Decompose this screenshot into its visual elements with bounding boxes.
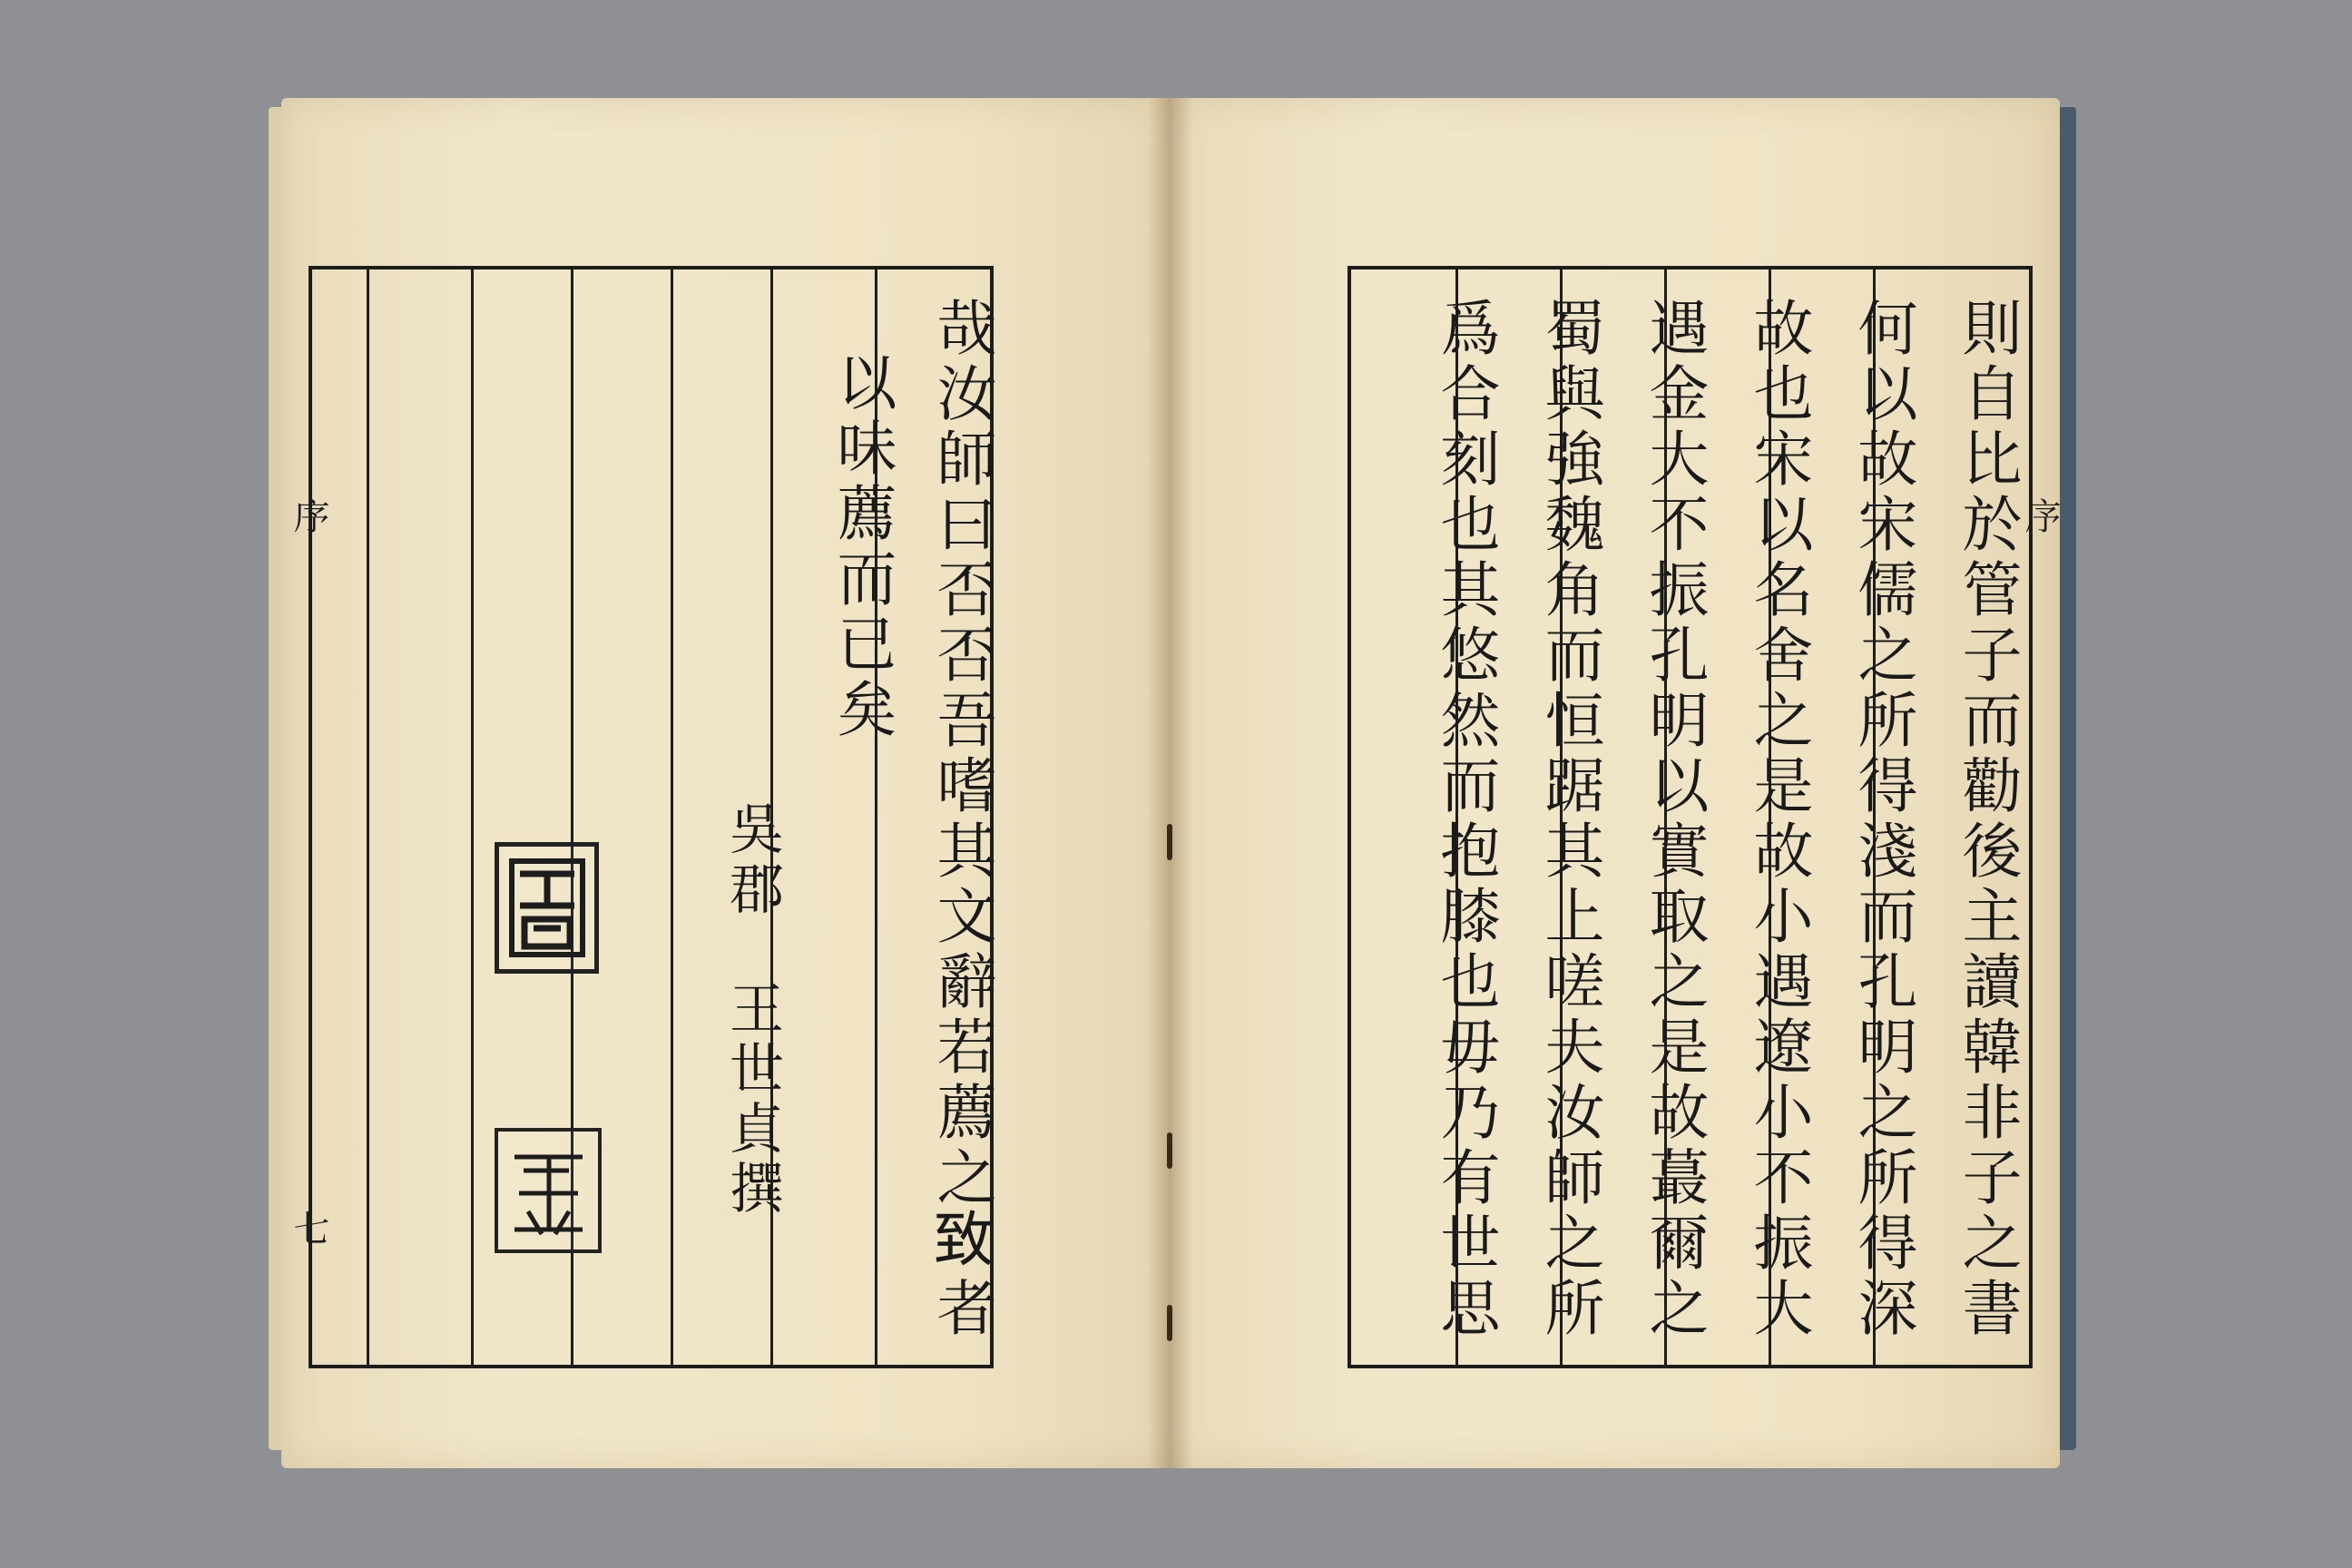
right-column-6: 爲合刻也其悠然而抱膝也毋乃有世思	[1430, 297, 1500, 1342]
binding-thread-2	[1167, 1132, 1172, 1169]
left-page	[281, 98, 1171, 1468]
open-book	[281, 98, 2060, 1468]
seal-stamp-1	[495, 842, 599, 974]
book-gutter	[1148, 98, 1193, 1468]
binding-thread-3	[1167, 1305, 1172, 1341]
right-page	[1171, 98, 2060, 1468]
right-column-5: 蜀與強魏角而恒踞其上嗟夫汝師之所	[1534, 297, 1604, 1342]
right-column-2: 何以故宋儒之所得淺而孔明之所得深	[1847, 297, 1917, 1342]
left-page-number: 七	[288, 1210, 329, 1246]
left-column-3-author: 吳郡 王世貞撰	[720, 800, 784, 1220]
left-margin-label: 序	[288, 497, 329, 534]
seal-stamp-2	[495, 1128, 602, 1253]
left-column-1: 哉汝師曰否否吾嗜其文辭若薦之𦤶者	[926, 297, 996, 1342]
binding-thread-1	[1167, 824, 1172, 860]
right-column-3: 故也宋以名舍之是故小遇遼小不振大	[1743, 297, 1813, 1342]
right-column-4: 遇金大不振孔明以實取之是故蕞爾之	[1639, 297, 1709, 1342]
right-margin-label: 序	[2019, 497, 2061, 534]
left-column-2: 以味薦而已矣	[827, 351, 897, 743]
right-column-1: 則自比於管子而勸後主讀韓非子之書	[1952, 297, 2022, 1342]
